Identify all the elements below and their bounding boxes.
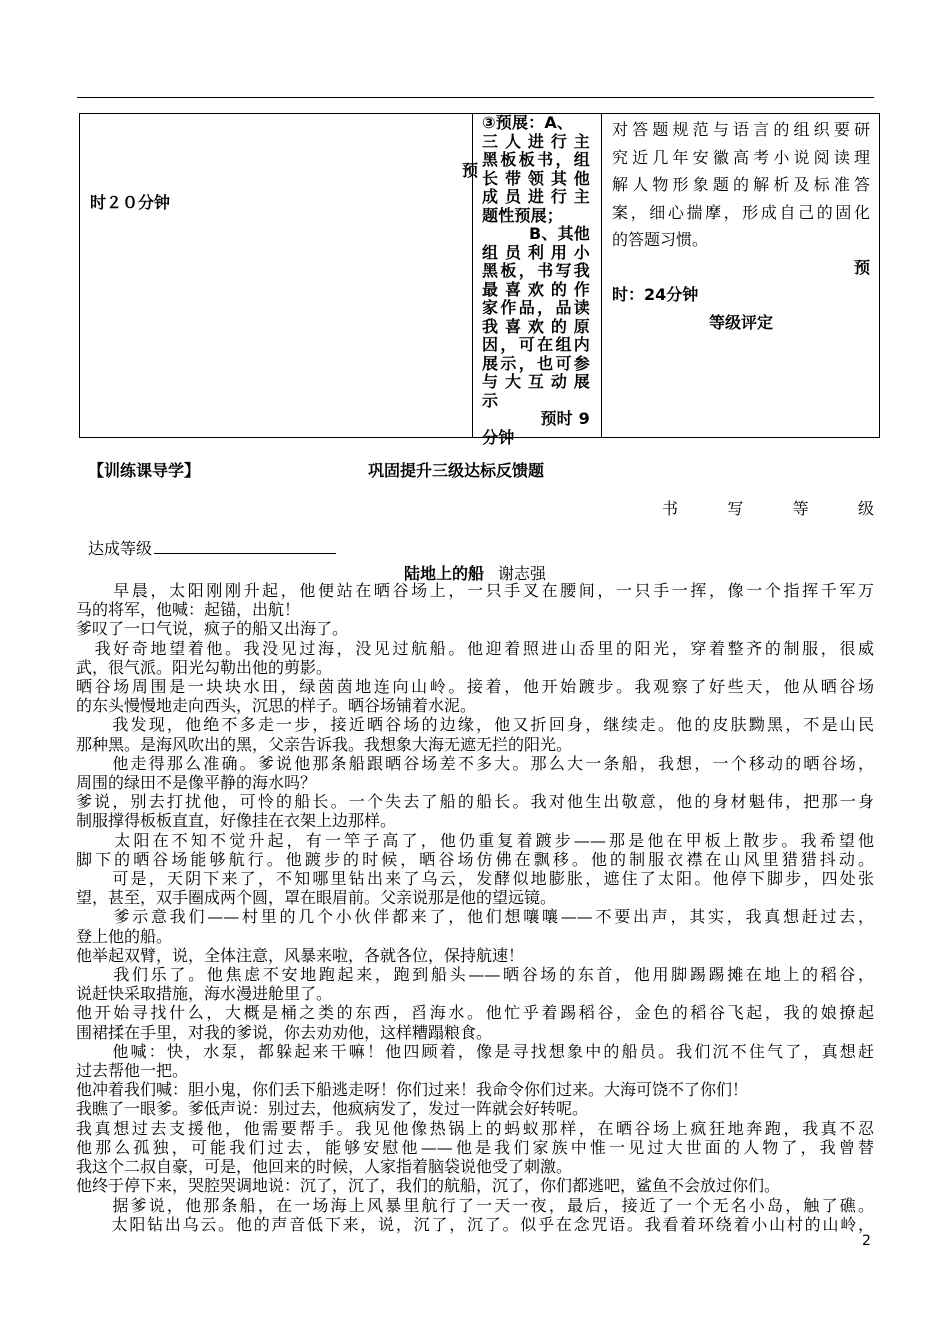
story-line: 他那么孤独，可能我们过去，能够安慰他——他是我们家族中惟一见过大世面的人物了，我曾替 — [76, 1137, 874, 1157]
achievement-grade-blank[interactable] — [154, 539, 336, 554]
story-line: 我发现，他绝不多走一步，接近晒谷场的边缘，他又折回身，继续走。他的皮肤黝黑，不是山民 — [76, 715, 874, 735]
writing-grade-label — [662, 496, 874, 519]
story-line: 马的将军，他喊：起锚，出航！ — [76, 600, 301, 620]
preview-line: 我喜欢的原 — [482, 316, 590, 336]
writing-grade-char: 写 — [727, 499, 744, 518]
goal-line: 对答题规范与语言的组织要研 — [612, 120, 870, 139]
preview-line: 黑板板书，组 — [482, 150, 590, 169]
story-line: 过去帮他一把。 — [76, 1061, 189, 1081]
preview-line: ③预展：A、 — [482, 113, 574, 132]
story-line: 他举起双臂，说，全体注意，风暴来啦，各就各位，保持航速！ — [76, 945, 525, 965]
story-line: 可是，天阴下来了，不知哪里钻出来了乌云，发酵似地膨胀，遮住了太阳。他停下脚步，四处张 — [76, 869, 874, 889]
story-line: 他开始寻找什么，大概是桶之类的东西，舀海水。他忙乎着踢稻谷，金色的稻谷飞起，我的娘撩起 — [76, 1003, 874, 1023]
grade-evaluation: 等级评定 — [708, 312, 773, 332]
goal-line: 究近几年安徽高考小说阅读理 — [612, 147, 870, 167]
preview-line: 展示，也可参 — [482, 353, 590, 373]
table-yu-marker: 预 — [462, 161, 479, 180]
story-line: 我这个二叔自豪，可是，他回来的时候，人家指着脑袋说他受了刺激。 — [76, 1157, 573, 1177]
story-line: 早晨，太阳刚刚升起，他便站在晒谷场上，一只手叉在腰间，一只手一挥，像一个指挥千军万 — [76, 581, 874, 600]
writing-grade-char: 级 — [857, 499, 874, 518]
story-line: 我真想过去支援他，他需要帮手。我见他像热锅上的蚂蚁那样，在晒谷场上疯狂地奔跑，我真不忍 — [76, 1118, 874, 1138]
story-line: 登上他的船。 — [76, 926, 173, 946]
story-line: 武，很气派。阳光勾勒出他的剪影。 — [76, 657, 333, 677]
preview-line: 长带领其他 — [482, 168, 590, 188]
story-line: 围裙揉在手里，对我的爹说，你去劝劝他，这样糟蹋粮食。 — [76, 1022, 493, 1042]
story-line: 太阳钻出乌云。他的声音低下来，说，沉了，沉了。似乎在念咒语。我看着环绕着小山村的山岭， — [76, 1214, 874, 1234]
preview-line: 家作品，品读 — [482, 298, 590, 317]
preview-line: 成员进行主 — [482, 187, 590, 206]
story-line: 据爹说，他那条船，在一场海上风暴里航行了一天一夜，最后，接近了一个无名小岛，触了礁。 — [76, 1195, 874, 1215]
story-title: 陆地上的船 — [403, 564, 484, 583]
table-cell-preview — [482, 114, 590, 447]
story-line: 说赶快采取措施，海水漫进舱里了。 — [76, 984, 333, 1004]
preview-line: 最喜欢的作 — [482, 279, 590, 299]
story-line: 太阳在不知不觉升起，有一竿子高了，他仍重复着踱步——那是他在甲板上散步。我希望他 — [76, 830, 874, 850]
preview-line: 因，可在组内 — [482, 335, 590, 354]
preview-line: B、其他 — [529, 224, 590, 243]
preview-line: 黑板，书写我 — [482, 261, 590, 280]
story-line: 望，甚至，双手圈成两个圆，罩在眼眉前。父亲说那是他的望远镜。 — [76, 888, 557, 908]
story-line: 我好奇地望着他。我没见过海，没见过航船。他迎着照进山岙里的阳光，穿着整齐的制服，很威 — [76, 638, 874, 658]
goal-yu-marker: 预 — [853, 257, 870, 277]
table-cell-goal — [612, 116, 870, 336]
goal-line: 解人物形象题的解析及标准答 — [612, 175, 870, 194]
story-line: 爹示意我们——村里的几个小伙伴都来了，他们想嚷嚷——不要出声，其实，我真想赶过去， — [76, 907, 874, 927]
story-line: 制服撑得板板直直，好像挂在衣架上边那样。 — [76, 811, 397, 831]
story-line: 爹叹了一口气说，疯子的船又出海了。 — [76, 619, 349, 639]
story-line: 晒谷场周围是一块块水田，绿茵茵地连向山岭。接着，他开始踱步。我观察了好些天，他从晒谷场 — [76, 677, 874, 697]
story-line: 他走得那么准确。爹说他那条船跟晒谷场差不多大。那么大一条船，我想，一个移动的晒谷场， — [76, 753, 874, 773]
preview-line: 三人进行主 — [482, 131, 590, 151]
goal-line: 的答题习惯。 — [612, 230, 709, 249]
page-number: 2 — [862, 1233, 871, 1249]
header-rule — [77, 97, 874, 98]
story-line: 我瞧了一眼爹。爹低声说：别过去，他疯病发了，发过一阵就会好转呢。 — [76, 1099, 589, 1119]
writing-grade-char: 书 — [662, 499, 679, 518]
story-line: 周围的绿田不是像平静的海水吗？ — [76, 773, 317, 793]
writing-grade-char: 等 — [792, 499, 809, 518]
achievement-grade — [88, 536, 336, 559]
table-divider-2 — [601, 114, 602, 437]
story-line: 他终于停下来，哭腔哭调地说：沉了，沉了，我们的航船，沉了，你们都逃吧，鲨鱼不会放过你们。 — [76, 1176, 781, 1196]
story-author: 谢志强 — [498, 564, 547, 583]
preview-line: 题性预展； — [482, 205, 564, 225]
preview-line: 分钟 — [482, 427, 515, 447]
story-line: 我们乐了。他焦虑不安地跑起来，跑到船头——晒谷场的东首，他用脚踢踢摊在地上的稻谷， — [76, 965, 874, 985]
section-label: 【训练课导学】 — [88, 461, 201, 480]
story-line: 脚下的晒谷场能够航行。他踱步的时候，晒谷场仿佛在飘移。他的制服衣襟在山风里猎猎抖动。 — [76, 849, 874, 869]
story-line: 那种黑。是海风吹出的黑，父亲告诉我。我想象大海无遮无拦的阳光。 — [76, 734, 573, 754]
story-body — [76, 581, 874, 1234]
section-heading: 巩固提升三级达标反馈题 — [368, 461, 545, 480]
story-line: 他喊：快，水泵，都躲起来干嘛！他四顾着，像是寻找想象中的船员。我们沉不住气了，真想赶 — [76, 1041, 874, 1061]
goal-line: 案，细心揣摩，形成自己的固化 — [612, 202, 870, 222]
achievement-grade-label: 达成等级 — [88, 539, 153, 558]
preview-line: 示 — [482, 390, 499, 410]
table-cell-time: 时２０分钟 — [90, 193, 171, 212]
preview-line: 预时 9 — [540, 409, 590, 428]
story-line: 的东头慢慢地走向西头，沉思的样子。晒谷场铺着水泥。 — [76, 696, 477, 716]
preview-line: 与大互动展 — [482, 372, 590, 391]
goal-time: 时：24分钟 — [612, 285, 699, 304]
story-line: 爹说，别去打扰他，可怜的船长。一个失去了船的船长。我对他生出敬意，他的身材魁伟，把那一身 — [76, 792, 874, 812]
preview-line: 组员利用小 — [482, 242, 590, 262]
story-line: 他冲着我们喊：胆小鬼，你们丢下船逃走呀！你们过来！我命令你们过来。大海可饶不了你们！ — [76, 1080, 749, 1100]
